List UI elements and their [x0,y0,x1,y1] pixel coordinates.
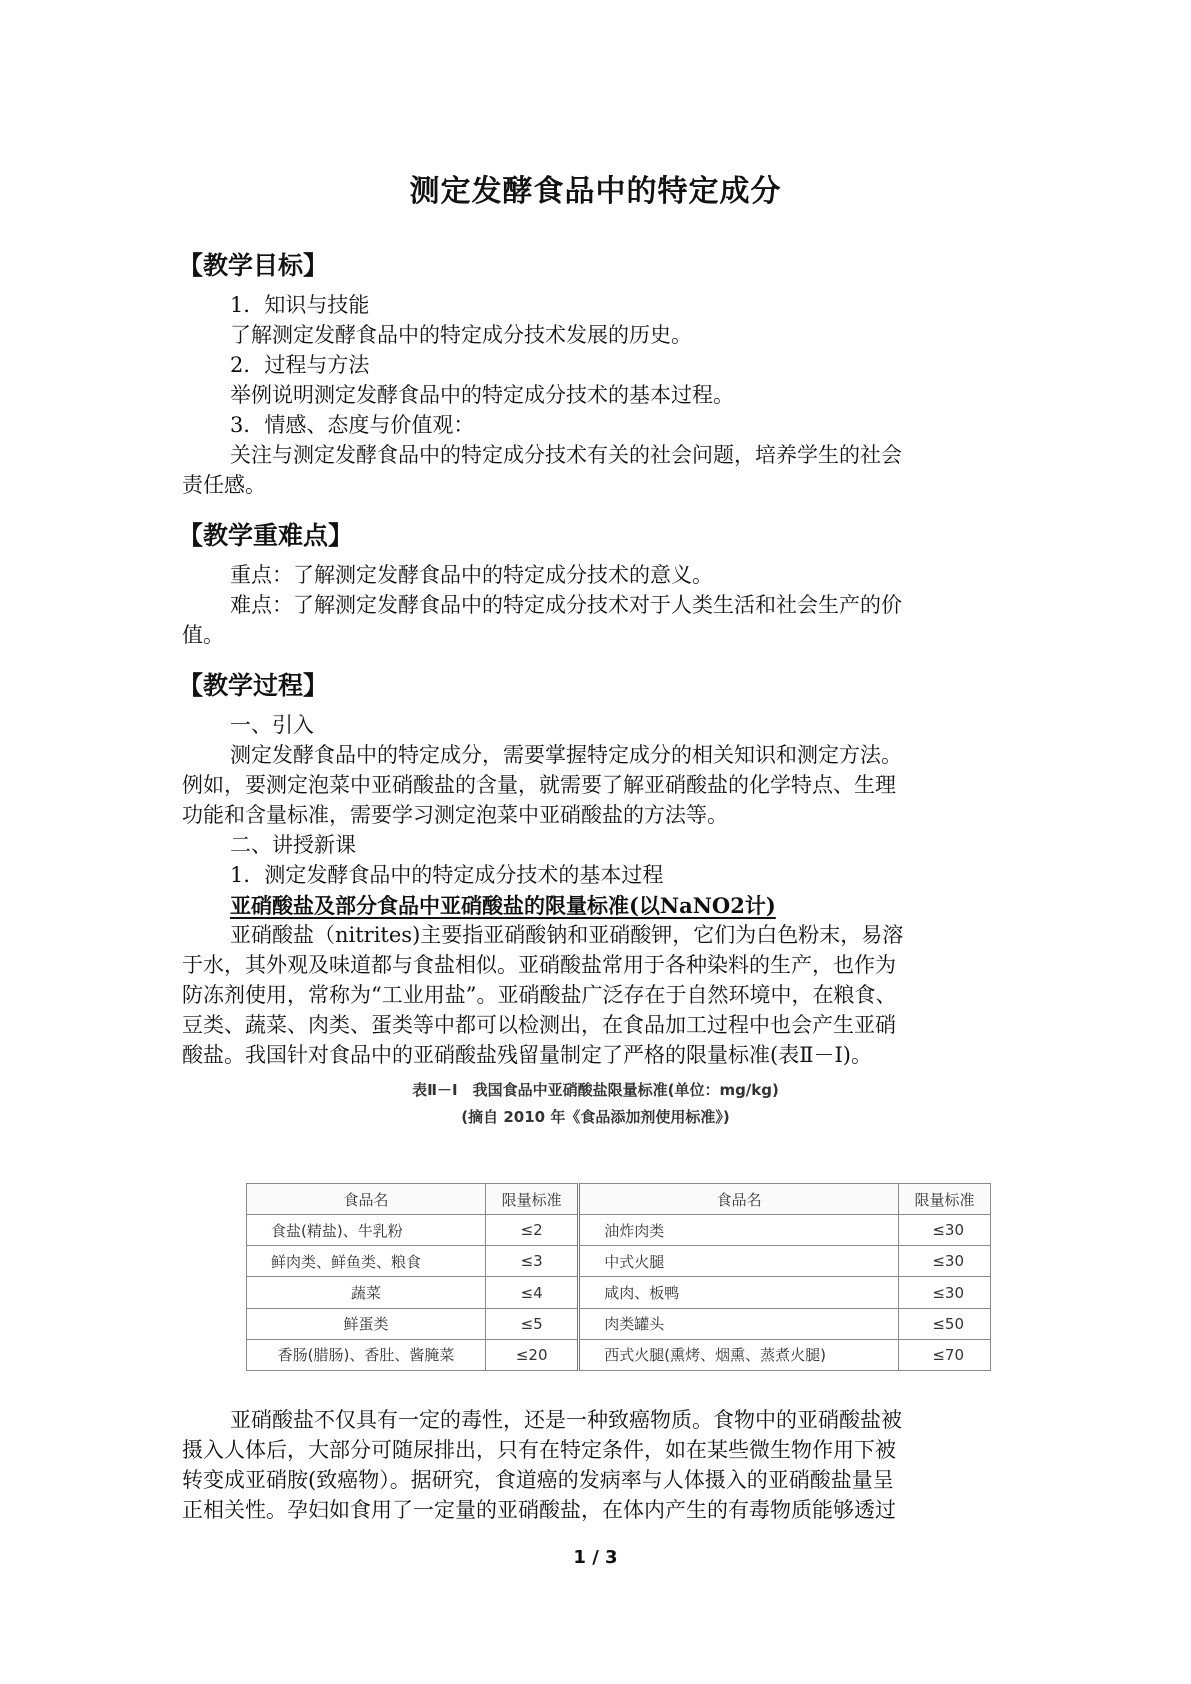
table-row [247,1246,991,1277]
section-heading-objectives: 【教学目标】 [178,251,329,280]
table-header-row [247,1184,991,1215]
text-line: 举例说明测定发酵食品中的特定成分技术的基本过程。 [230,383,734,407]
text-line: 摄入人体后，大部分可随尿排出，只有在特定条件，如在某些微生物作用下被 [182,1438,896,1462]
table-cell: ≤20 [486,1339,579,1370]
column-header: 食品名 [247,1184,486,1215]
bold-subheading: 亚硝酸盐及部分食品中亚硝酸盐的限量标准(以NaNO2计) [230,893,776,918]
text-line: 功能和含量标准，需要学习测定泡菜中亚硝酸盐的方法等。 [182,803,728,827]
text-line: 2．过程与方法 [230,353,370,377]
table-cell: 蔬菜 [247,1277,486,1308]
table-subcaption: (摘自 2010 年《食品添加剂使用标准》) [461,1108,730,1126]
text-line: 值。 [182,623,224,647]
table-row [247,1308,991,1339]
table-cell: ≤3 [486,1246,579,1277]
column-header: 限量标准 [898,1184,990,1215]
table-row [247,1339,991,1370]
text-line: 1．知识与技能 [230,293,370,317]
page-number: 1 / 3 [573,1547,618,1568]
table-cell: 肉类罐头 [579,1308,899,1339]
text-line: 测定发酵食品中的特定成分，需要掌握特定成分的相关知识和测定方法。 [230,743,902,767]
table-cell: 香肠(腊肠)、香肚、酱腌菜 [247,1339,486,1370]
table-cell: 食盐(精盐)、牛乳粉 [247,1215,486,1246]
table-cell: ≤30 [898,1246,990,1277]
text-line: 转变成亚硝胺(致癌物）。据研究，食道癌的发病率与人体摄入的亚硝酸盐量呈 [182,1468,894,1492]
table-cell: 鲜肉类、鲜鱼类、粮食 [247,1246,486,1277]
table-row [247,1215,991,1246]
table-cell: ≤30 [898,1277,990,1308]
table-cell: 中式火腿 [579,1246,899,1277]
text-line: 正相关性。孕妇如食用了一定量的亚硝酸盐，在体内产生的有毒物质能够透过 [182,1498,896,1522]
text-line: 于水，其外观及味道都与食盐相似。亚硝酸盐常用于各种染料的生产，也作为 [182,953,896,977]
text-line: 责任感。 [182,473,266,497]
text-line: 亚硝酸盐不仅具有一定的毒性，还是一种致癌物质。食物中的亚硝酸盐被 [230,1408,902,1432]
table-cell: ≤4 [486,1277,579,1308]
column-header: 食品名 [579,1184,899,1215]
table-row [247,1277,991,1308]
table-cell: 咸肉、板鸭 [579,1277,899,1308]
text-line: 难点：了解测定发酵食品中的特定成分技术对于人类生活和社会生产的价 [230,593,902,617]
section-heading-process: 【教学过程】 [178,671,329,700]
document-title: 测定发酵食品中的特定成分 [409,174,782,209]
table-cell: ≤50 [898,1308,990,1339]
text-line: 二、讲授新课 [230,833,356,857]
text-line: 1．测定发酵食品中的特定成分技术的基本过程 [230,863,664,887]
text-line: 关注与测定发酵食品中的特定成分技术有关的社会问题，培养学生的社会 [230,443,902,467]
text-line: 亚硝酸盐（nitrites)主要指亚硝酸钠和亚硝酸钾，它们为白色粉末，易溶 [230,923,904,947]
nitrite-limit-table [246,1183,991,1371]
table-cell: ≤5 [486,1308,579,1339]
table-cell: ≤30 [898,1215,990,1246]
text-line: 防冻剂使用，常称为“工业用盐”。亚硝酸盐广泛存在于自然环境中，在粮食、 [182,983,897,1007]
table-cell: ≤70 [898,1339,990,1370]
section-heading-key-points: 【教学重难点】 [178,521,354,550]
text-line: 一、引入 [230,713,314,737]
text-line: 3．情感、态度与价值观： [230,413,475,437]
table-cell: 鲜蛋类 [247,1308,486,1339]
text-line: 酸盐。我国针对食品中的亚硝酸盐残留量制定了严格的限量标准(表Ⅱ－Ⅰ)。 [182,1043,872,1067]
table-cell: 西式火腿(熏烤、烟熏、蒸煮火腿) [579,1339,899,1370]
text-line: 了解测定发酵食品中的特定成分技术发展的历史。 [230,323,692,347]
text-line: 豆类、蔬菜、肉类、蛋类等中都可以检测出，在食品加工过程中也会产生亚硝 [182,1013,896,1037]
column-header: 限量标准 [486,1184,579,1215]
text-line: 例如，要测定泡菜中亚硝酸盐的含量，就需要了解亚硝酸盐的化学特点、生理 [182,773,896,797]
table-cell: 油炸肉类 [579,1215,899,1246]
table-caption: 表Ⅱ－Ⅰ 我国食品中亚硝酸盐限量标准(单位：mg/kg) [412,1081,779,1099]
text-line: 重点：了解测定发酵食品中的特定成分技术的意义。 [230,563,713,587]
table-cell: ≤2 [486,1215,579,1246]
